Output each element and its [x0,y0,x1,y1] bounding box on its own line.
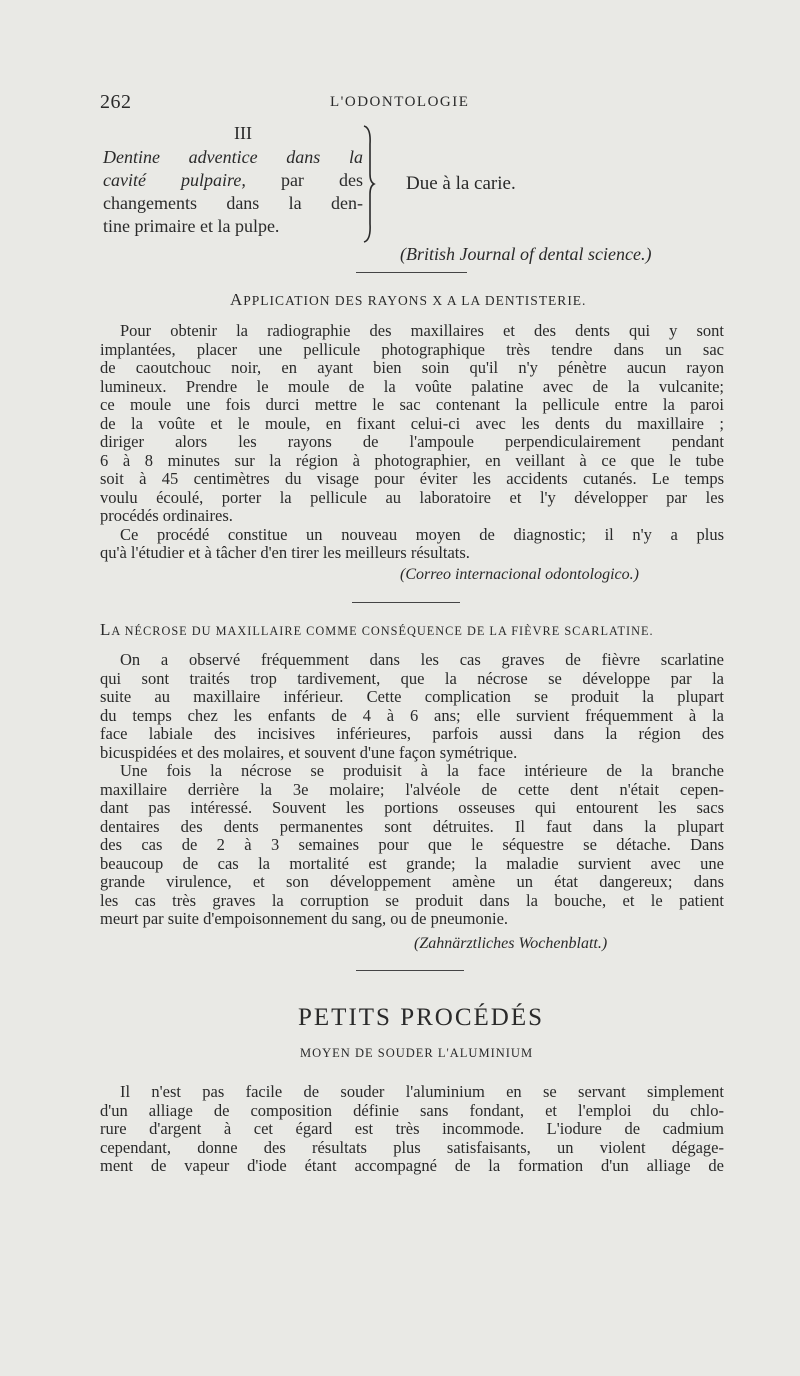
paragraph-line: rure d'argent à cet égard est très incommode. L'iodure de cadmium [100,1119,724,1138]
paragraph-line: diriger alors les rayons de l'ampoule perpendiculairement pendant [100,432,724,451]
paragraph-line: de la voûte et le moule, en fixant celui-ci avec les dents du maxillaire ; [100,413,724,433]
section-title-rayons-x [230,290,586,310]
table-line-2-rest: par des [245,170,363,190]
divider-rule-1 [356,272,467,273]
paragraph-line: meurt par suite d'empoisonnement du sang, ou de pneumonie. [100,909,509,928]
paragraph-line: d'un alliage de composition définie sans fondant, et l'emploi du chlo- [100,1100,724,1120]
table-line-1 [103,146,363,169]
section-title-necrose [100,620,654,640]
paragraph-line: grande virulence, et son développement amène un état dangereux; dans [100,872,724,891]
table-line-3: changements dans la den- [103,193,363,213]
paragraph-line: qu'à l'étudier et à tâcher d'en tirer les meilleurs résultats. [100,543,470,562]
section-title-rest: A NÉCROSE DU MAXILLAIRE COMME CONSÉQUENCE DE LA FIÈVRE SCARLATINE. [111,624,654,638]
table-description [103,146,363,238]
section-title-cap: A [230,290,244,309]
paragraph-line: bicuspidées et des molaires, et souvent d'une façon symétrique. [100,742,518,762]
section-title-cap: L [100,620,112,639]
source-correo: (Correo internacional odontologico.) [400,566,639,583]
section2-body [100,651,724,929]
paragraph-line: beaucoup de cas la mortalité est grande; la maladie survient avec une [100,853,724,873]
paragraph-line: du temps chez les enfants de 4 à 6 ans; elle survient fréquemment à la [100,705,724,725]
table-line-1-text: Dentine adventice dans la [103,147,363,167]
section-heading-petits-procedes: PETITS PROCÉDÉS [298,1004,545,1031]
divider-rule-2 [352,602,460,603]
source-british-journal: (British Journal of dental science.) [400,244,652,264]
paragraph-line: soit à 45 centimètres du visage pour éviter les accidents cutanés. Le temps [100,469,724,488]
paragraph-line: de caoutchouc noir, en ayant bien soin qu'il n'y pénètre aucun rayon [100,358,724,377]
paragraph-line: dentaires des dents permanentes sont détruites. Il faut dans la plupart [100,816,724,836]
section-title-rest: PPLICATION DES RAYONS X A LA DENTISTERIE. [243,293,587,308]
paragraph-line: maxillaire derrière la 3e molaire; l'alvéole de cette dent n'était cepen- [100,779,724,799]
table-line-2 [103,169,363,192]
divider-rule-3 [356,970,464,971]
paragraph-line: dant pas intéressé. Souvent les portions osseuses qui entourent les sacs [100,798,724,817]
table-cause: Due à la carie. [406,173,516,194]
paragraph-line: Pour obtenir la radiographie des maxillaires et des dents qui y sont [120,321,724,340]
section3-body [100,1083,724,1176]
subheading-souder-aluminium: MOYEN DE SOUDER L'ALUMINIUM [300,1046,534,1060]
paragraph-line: cependant, donne des résultats plus satisfaisants, un violent dégage- [100,1137,724,1157]
running-title: L'ODONTOLOGIE [330,94,470,110]
paragraph-line: Ce procédé constitue un nouveau moyen de diagnostic; il n'y a plus [120,524,724,544]
paragraph-line: voulu écoulé, porter la pellicule au laboratoire et l'y développer par les [100,487,724,507]
paragraph-line: des cas de 2 à 3 semaines pour que le séquestre se détache. Dans [100,835,724,854]
table-line-4: tine primaire et la pulpe. [103,216,280,236]
paragraph-line: lumineux. Prendre le moule de la voûte palatine avec de la vulcanite; [100,376,724,396]
section1-body [100,322,724,563]
paragraph-line: Une fois la nécrose se produisit à la face intérieure de la branche [120,761,724,780]
table-roman-numeral: III [234,123,252,143]
table-line-2-italic: cavité pulpaire, [103,170,246,190]
paragraph-line: ce moule une fois durci mettre le sac contenant la pellicule entre la paroi [100,395,724,414]
paragraph-line: 6 à 8 minutes sur la région à photographier, en veillant à ce que le tube [100,450,724,470]
page-number: 262 [100,91,132,113]
paragraph-line: implantées, placer une pellicule photographique très tendre dans un sac [100,339,724,359]
paragraph-line: face labiale des incisives inférieures, parfois aussi dans la région des [100,724,724,743]
paragraph-line: les cas très graves la corruption se produit dans la bouche, et le patient [100,890,724,910]
paragraph-line: Il n'est pas facile de souder l'aluminium en se servant simplement [120,1082,724,1101]
paragraph-line: ment de vapeur d'iode étant accompagné de la formation d'un alliage de [100,1156,724,1175]
source-zahnarztliches: (Zahnärztliches Wochenblatt.) [414,935,608,952]
paragraph-line: On a observé fréquemment dans les cas graves de fièvre scarlatine [120,650,724,669]
paragraph-line: suite au maxillaire inférieur. Cette complication se produit la plupart [100,687,724,706]
paragraph-line: qui sont traités trop tardivement, que la nécrose se développe par la [100,668,724,688]
brace-glyph [362,124,376,244]
paragraph-line: procédés ordinaires. [100,506,233,525]
